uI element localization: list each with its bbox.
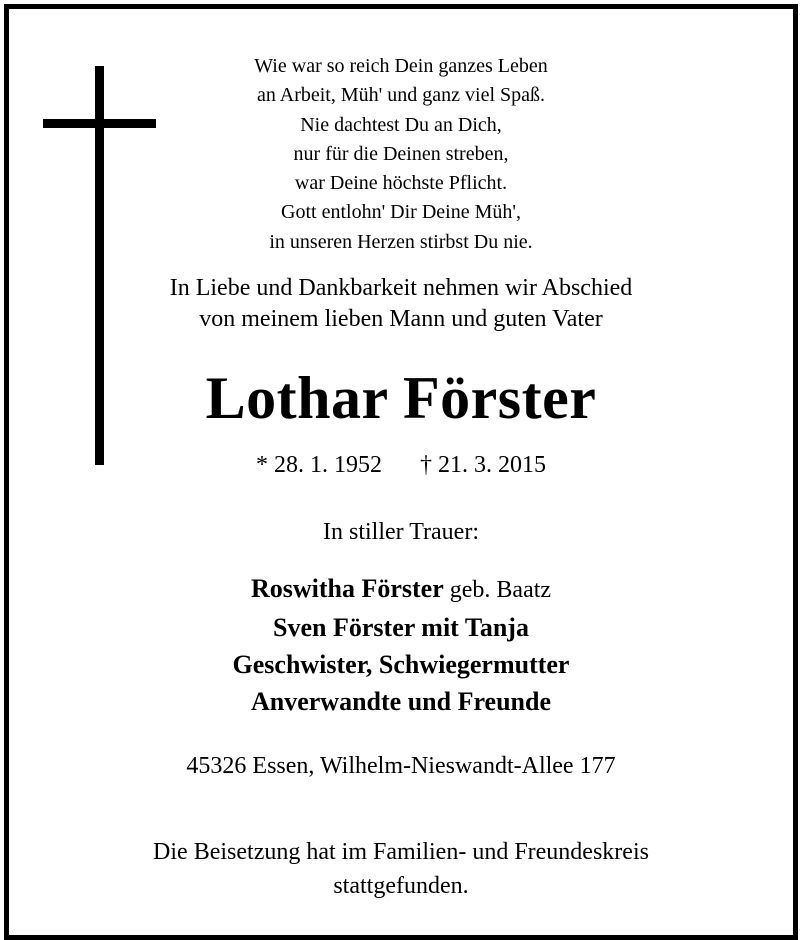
poem-line: Gott entlohn' Dir Deine Müh', <box>281 201 521 224</box>
death-date: † 21. 3. 2015 <box>420 452 546 478</box>
deceased-name: Lothar Förster <box>205 365 597 431</box>
mourner-note: geb. Baatz <box>449 577 552 603</box>
funeral-line: stattgefunden. <box>333 873 469 899</box>
funeral-note <box>9 835 793 903</box>
mourner-line: Sven Förster mit Tanja <box>273 613 529 642</box>
mourner-line: Geschwister, Schwiegermutter <box>232 650 570 679</box>
farewell-intro <box>9 273 793 335</box>
poem-line: nur für die Deinen streben, <box>293 142 509 165</box>
poem-line: an Arbeit, Müh' und ganz viel Spaß. <box>257 84 545 107</box>
mourner-line <box>9 570 793 609</box>
poem <box>9 52 793 257</box>
birth-date: * 28. 1. 1952 <box>256 452 382 478</box>
poem-line: Wie war so reich Dein ganzes Leben <box>254 55 548 77</box>
mourners-list <box>9 570 793 720</box>
obituary-notice <box>4 4 798 940</box>
mourner-name: Roswitha Förster <box>250 574 444 603</box>
poem-line: Nie dachtest Du an Dich, <box>300 113 502 136</box>
address: 45326 Essen, Wilhelm-Nieswandt-Allee 177 <box>186 753 616 779</box>
funeral-line: Die Beisetzung hat im Familien- und Freundeskreis <box>153 839 649 865</box>
mourning-label: In stiller Trauer: <box>323 519 479 545</box>
life-dates <box>9 450 793 480</box>
intro-line: von meinem lieben Mann und guten Vater <box>199 306 603 332</box>
intro-line: In Liebe und Dankbarkeit nehmen wir Abschied <box>169 275 633 301</box>
poem-line: war Deine höchste Pflicht. <box>294 172 508 195</box>
mourner-line: Anverwandte und Freunde <box>250 687 551 716</box>
poem-line: in unseren Herzen stirbst Du nie. <box>269 230 533 253</box>
